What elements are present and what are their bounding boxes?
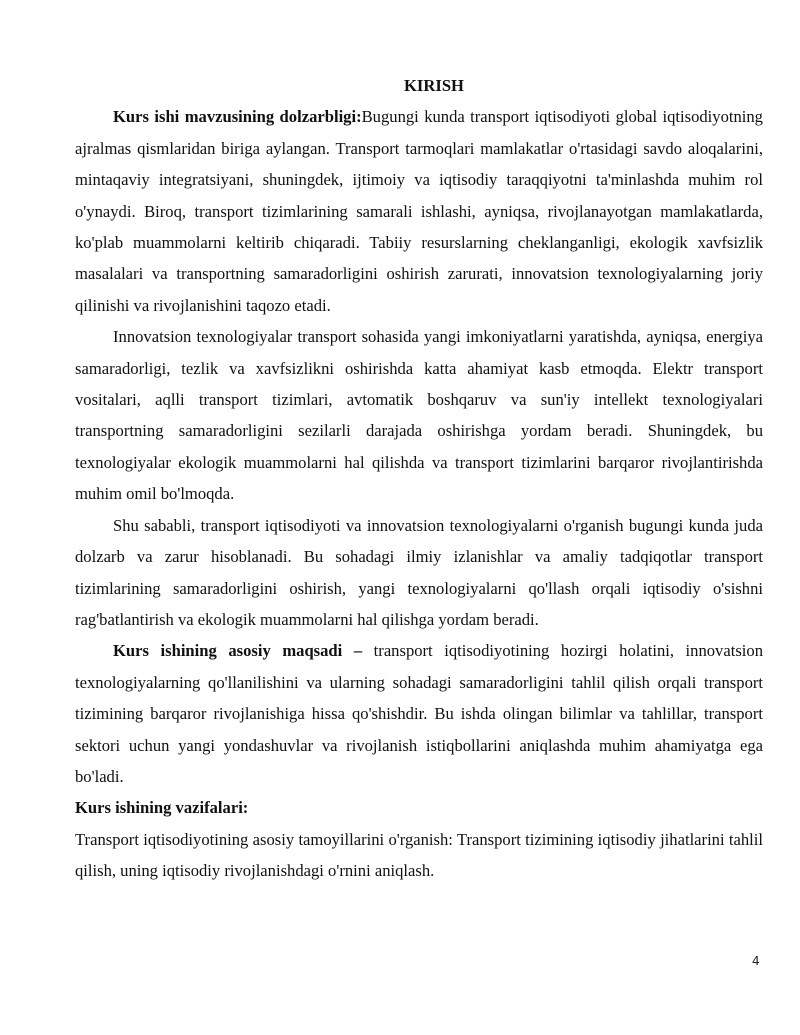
paragraph-text-innovation: Innovatsion texnologiyalar transport sohasida yangi imkoniyatlarni yaratishda, ayniqsa, energiya samaradorligi, tezlik va xavfsizlikni oshirishda katta ahamiyat kasb etmoqda. Elektr transport vositalari, aqlli transport tizimlari, avtomatik boshqaruv va sun'iy intellekt texnologiyalari transportning samaradorligini sezilarli darajada oshirishga yordam beradi. Shuningdek, bu texnologiyalar ekologik muammolarni hal qilishda va transport tizimlarini barqaror rivojlantirishda muhim omil bo'lmoqda. <box>75 327 763 504</box>
section-title: KIRISH <box>404 76 464 95</box>
paragraph-innovation <box>75 321 763 509</box>
paragraph-text-relevance: Bugungi kunda transport iqtisodiyoti global iqtisodiyotning ajralmas qismlaridan biriga aylangan. Transport tarmoqlari mamlakatlar o'rtasidagi savdo aloqalarini, mintaqaviy integratsiyani, shuningdek, ijtimoiy va iqtisodiy taraqqiyotni ta'minlashda muhim rol o'ynaydi. Biroq, transport tizimlarining samarali ishlashi, ayniqsa, rivojlanayotgan mamlakatlarda, ko'plab muammolarni keltirib chiqaradi. Tabiiy resurslarning cheklanganligi, ekologik xavfsizlik masalalari va transportning samaradorligini oshirish zarurati, innovatsion texnologiyalarning joriy qilinishi va rivojlanishini taqozo etadi. <box>75 107 763 315</box>
tasks-paragraph: Transport iqtisodiyotining asosiy tamoyillarini o'rganish: Transport tizimining iqtisodiy jihatlarini tahlil qilish, uning iqtisodiy rivojlanishdagi o'rnini aniqlash. <box>75 829 763 881</box>
paragraph-goal <box>75 635 763 792</box>
paragraph-lead-goal: Kurs ishining asosiy maqsadi – <box>113 641 363 661</box>
page-number: 4 <box>752 954 760 968</box>
document-page <box>75 70 763 887</box>
tasks-heading: Kurs ishining vazifalari: <box>75 798 249 818</box>
paragraph-relevance <box>75 101 763 321</box>
paragraph-lead-relevance: Kurs ishi mavzusining dolzarbligi: <box>113 107 362 127</box>
paragraph-research <box>75 510 763 636</box>
paragraph-text-goal: transport iqtisodiyotining hozirgi holatini, innovatsion texnologiyalarning qo'llanilishini va ularning sohadagi samaradorligini tahlil qilish orqali transport tizimining barqaror rivojlanishiga hissa qo'shishdir. Bu ishda olingan bilimlar va tahlillar, transport sektori uchun yangi yondashuvlar va rivojlanish istiqbollarini aniqlashda muhim ahamiyatga ega bo'ladi. <box>75 641 763 786</box>
paragraph-text-research: Shu sababli, transport iqtisodiyoti va innovatsion texnologiyalarni o'rganish bugungi kunda juda dolzarb va zarur hisoblanadi. Bu sohadagi ilmiy izlanishlar va amaliy tadqiqotlar transport tizimlarining samaradorligini oshirish, yangi texnologiyalarni qo'llash orqali iqtisodiy o'sishni rag'batlantirish va ekologik muammolarni hal qilishga yordam beradi. <box>75 515 763 629</box>
